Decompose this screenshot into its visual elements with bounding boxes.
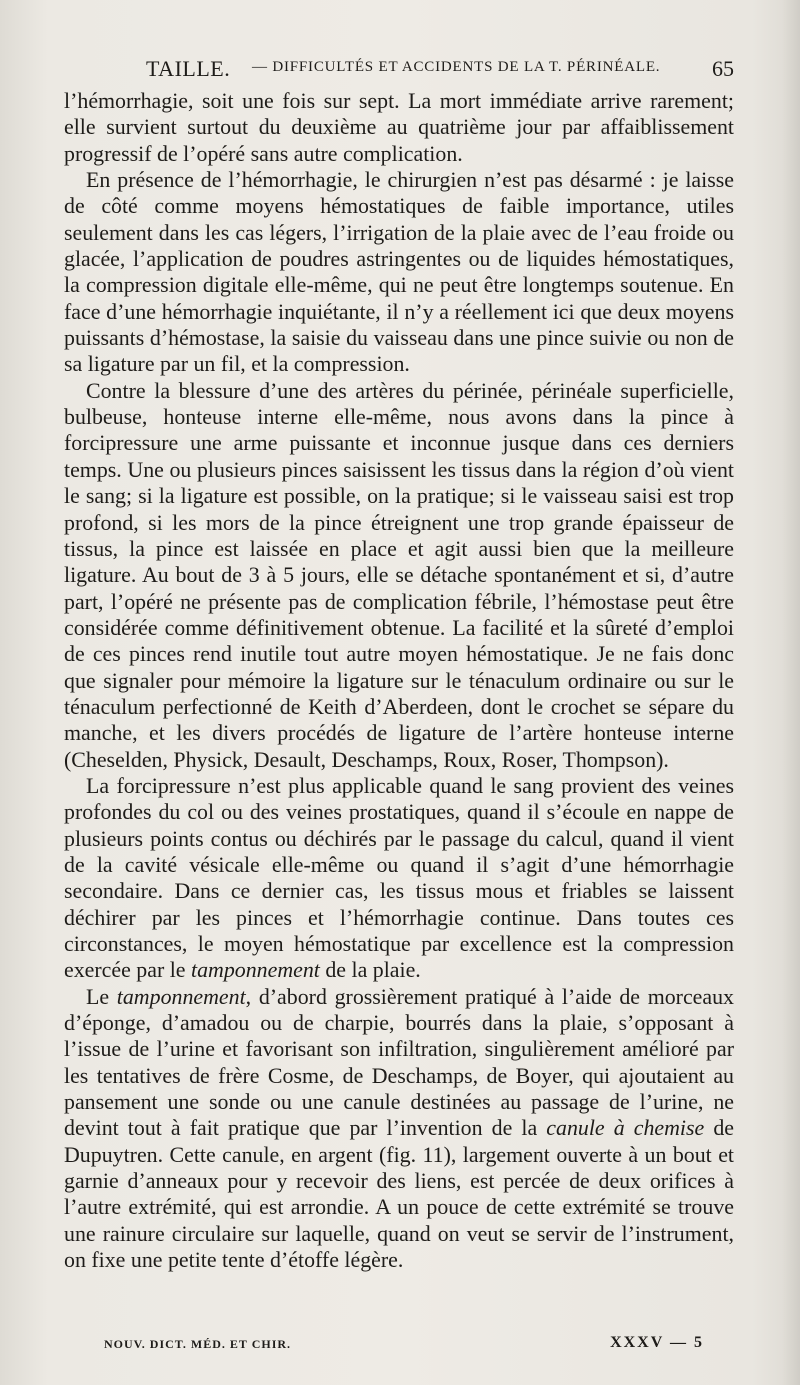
paragraph-text: de Dupuytren. Cette canule, en argent (fig. 11), largement ouverte à un bout et garnie d’anneaux pour y recevoir des liens, est percée de deux orifices à l’autre extrémité, qui est arrondie. A un pouce de cette extrémité se trouve une rainure circulaire sur laquelle, quand on veut se servir de l’instrument, on fixe une petite tente d’étoffe légère. xyxy=(64,1115,734,1273)
paragraph-text: , d’abord grossièrement pratiqué à l’aide de morceaux d’éponge, d’amadou ou de charpie, bourrés dans la plaie, s’opposant à l’issue de l’urine et favorisant son infiltration, singulièrement amélioré par les tentatives de frère Cosme, de Deschamps, de Boyer, qui ajoutaient au pansement une sonde ou une canule destinées au passage de l’urine, ne devint tout à fait pratique que par l’invention de la xyxy=(64,983,735,1141)
italic-term: canule à chemise xyxy=(546,1115,705,1141)
paragraph xyxy=(64,378,734,773)
page-fold-shadow xyxy=(782,0,800,1385)
page-number: 65 xyxy=(712,56,734,81)
header-subtitle: — DIFFICULTÉS ET ACCIDENTS DE LA T. PÉRINÉALE. xyxy=(252,59,661,75)
footer-publication: NOUV. DICT. MÉD. ET CHIR. xyxy=(104,1337,292,1351)
paragraph-text: de la plaie. xyxy=(319,957,421,983)
running-header xyxy=(66,52,734,86)
paragraph xyxy=(64,167,734,378)
paragraph-text: l’hémorrhagie, soit une fois sur sept. La mort immédiate arrive rarement; elle survient surtout du deuxième au quatrième jour par affaiblissement progressif de l’opéré sans autre complication. xyxy=(64,88,734,166)
paragraph xyxy=(64,88,734,167)
paragraph-text: Contre la blessure d’une des artères du périnée, périnéale superficielle, bulbeuse, honteuse interne elle-même, nous avons dans la pince à forcipressure une arme puissante et inconnue jusque dans ces derniers temps. Une ou plusieurs pinces saisissent les tissus dans la région d’où vient le sang; si la ligature est possible, on la pratique; si le vaisseau saisi est trop profond, si les mors de la pince étreignent une trop grande épaisseur de tissus, la pince est laissée en place et agit aussi bien que la meilleure ligature. Au bout de 3 à 5 jours, elle se détache spontanément et si, d’autre part, l’opéré ne présente pas de complication fébrile, l’hémostase peut être considérée comme définitivement obtenue. La facilité et la sûreté d’emploi de ces pinces rend inutile tout autre moyen hémostatique. Je ne fais donc que signaler pour mémoire la ligature sur le ténaculum ordinaire ou sur le ténaculum perfectionné de Keith d’Aberdeen, dont le crochet se sépare du manche, et les divers procédés de ligature de l’artère honteuse interne (Cheselden, Physick, Desault, Deschamps, Roux, Roser, Thompson). xyxy=(64,377,734,772)
paragraph-text: En présence de l’hémorrhagie, le chirurgien n’est pas désarmé : je laisse de côté comme moyens hémostatiques de faible importance, utiles seulement dans les cas légers, l’irrigation de la plaie avec de l’eau froide ou glacée, l’application de poudres astringentes ou de liquides hémostatiques, la compression digitale elle-même, qui ne peut être longtemps soutenue. En face d’une hémorrhagie inquiétante, il n’y a réellement ici que deux moyens puissants d’hémostase, la saisie du vaisseau dans une pince suivie ou non de sa ligature par un fil, et la compression. xyxy=(64,167,734,377)
italic-term: tamponnement xyxy=(116,983,246,1009)
italic-term: tamponnement xyxy=(190,957,320,983)
header-title: TAILLE. xyxy=(146,56,231,81)
paragraph xyxy=(64,773,734,984)
paragraph-text: Le xyxy=(86,983,117,1009)
footer-signature: XXXV — 5 xyxy=(610,1334,704,1351)
paragraph-text: La forcipressure n’est plus applicable quand le sang provient des veines profondes du col ou des veines prostatiques, quand il s’écoule en nappe de plusieurs points contus ou déchirés par le passage du calcul, quand il vient de la cavité vésicale elle-même ou quand il s’agit d’une hémorrhagie secondaire. Dans ce dernier cas, les tissus mous et friables se laissent déchirer par les pinces et l’hémorrhagie continue. Dans toutes ces circonstances, le moyen hémostatique par excellence est la compression exercée par le xyxy=(64,772,734,983)
page-footer xyxy=(104,1334,724,1354)
body-text xyxy=(64,88,734,1273)
paragraph xyxy=(64,984,734,1274)
